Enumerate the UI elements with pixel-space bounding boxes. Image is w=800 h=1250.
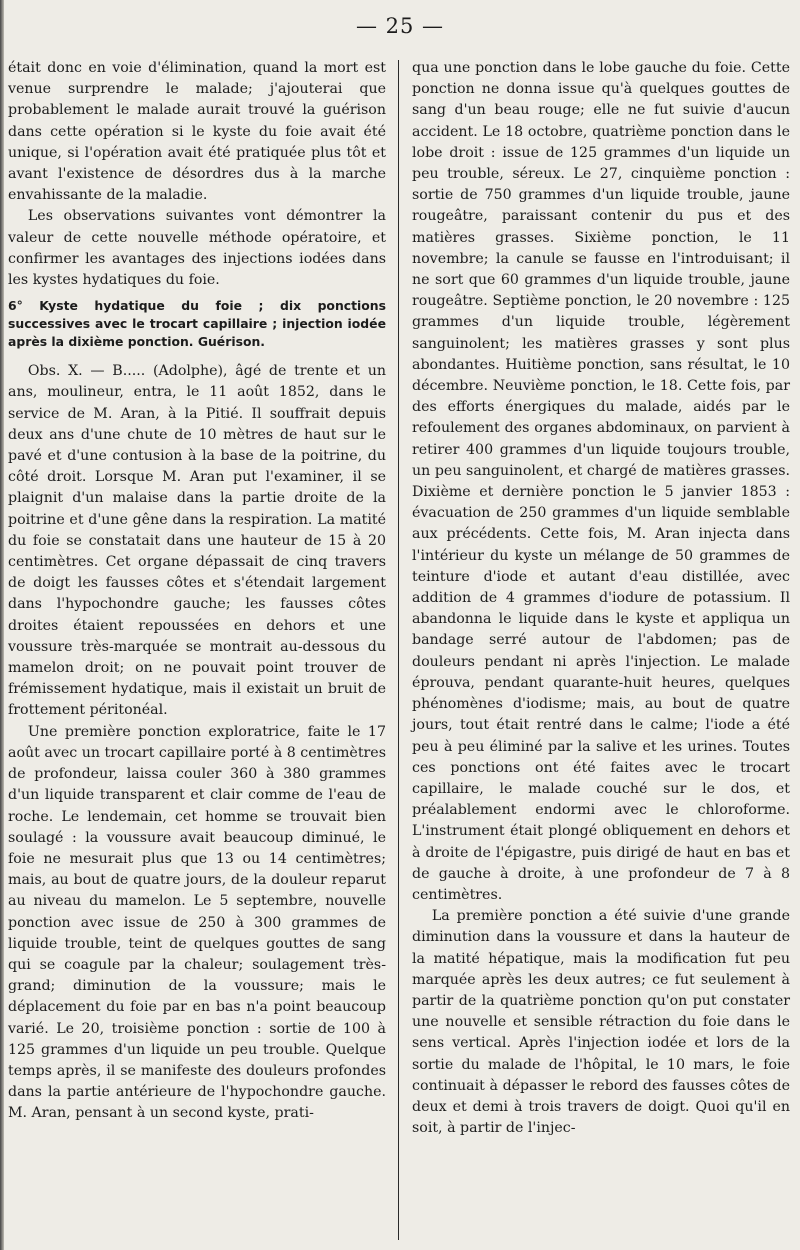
right-paragraph-1: qua une ponction dans le lobe gauche du foie. Cette ponction ne donna issue qu'à quelques gouttes de sang d'un beau rouge; elle ne fut suivie d'aucun accident. Le 18 octobre, quatrième ponction dans le lobe droit : issue de 125 grammes d'un liquide un peu trouble, séreux. Le 27, cinquième ponction : sortie de 750 grammes d'un liquide trouble, jaune rougeâtre, paraissant contenir du pus et des matières grasses. Sixième ponction, le 11 novembre; la canule se fausse en l'introduisant; il ne sort que 60 grammes d'un liquide trouble, jaune rougeâtre. Septième ponction, le 20 novembre : 125 grammes d'un liquide trouble, légèrement sanguinolent; les matières grasses y sont plus abondantes. Huitième ponction, sans résultat, le 10 décembre. Neuvième ponction, le 18. Cette fois, par des efforts énergiques du malade, aidés par le refoulement des organes abdominaux, on parvient à retirer 400 grammes d'un liquide toujours trouble, un peu sanguinolent, et chargé de matières grasses. Dixième et dernière ponction le 5 janvier 1853 : évacuation de 250 grammes d'un liquide semblable aux précédents. Cette fois, M. Aran injecta dans l'intérieur du kyste un mélange de 50 grammes de teinture d'iode et autant d'eau distillée, avec addition de 4 grammes d'iodure de potassium. Il abandonna le liquide dans le kyste et appliqua un bandage serré autour de l'abdomen; pas de douleurs pendant ni après l'injection. Le malade éprouva, pendant quarante-huit heures, quelques phénomènes d'iodisme; mais, au bout de quatre jours, tout était rentré dans le calme; l'iode a été peu à peu éliminé par la salive et les urines. Toutes ces ponctions ont été faites avec le trocart capillaire, le malade couché sur le dos, et préalablement endormi avec le chloroforme. L'instrument était plongé obliquement en dehors et à droite de l'épigastre, puis dirigé de haut en bas et de gauche à droite, à une profondeur de 7 à 8 centimètres. xyxy=(412,60,790,903)
right-column xyxy=(412,58,790,1139)
page-edge-shadow xyxy=(0,0,4,1250)
page-number: — 25 — xyxy=(355,14,445,38)
left-paragraph-1: était donc en voie d'élimination, quand la mort est venue surprendre le malade; j'ajouterai que probablement le malade aurait trouvé la guérison dans cette opération si le kyste du foie avait été unique, si l'opération avait été pratiquée plus tôt et avant l'existence de désordres dus à la marche envahissante de la maladie. xyxy=(8,60,386,204)
observation-x-paragraph: Obs. X. — B..... (Adolphe), âgé de trente et un ans, moulineur, entra, le 11 août 1852, dans le service de M. Aran, à la Pitié. Il souffrait depuis deux ans d'une chute de 10 mètres de haut sur le pavé et d'une contusion à la base de la poitrine, du côté droit. Lorsque M. Aran put l'examiner, il se plaignit d'un malaise dans la partie droite de la poitrine et d'une gêne dans la respiration. La matité du foie se constatait dans une hauteur de 15 à 20 centimètres. Cet organe dépassait de cinq travers de doigt les fausses côtes et s'étendait largement dans l'hypochondre gauche; les fausses côtes droites étaient repoussées en dehors et une voussure très-marquée se montrait au-dessous du mamelon droit; on ne pouvait point trouver de frémissement hydatique, mais il existait un bruit de frottement péritonéal. xyxy=(8,363,386,719)
left-column xyxy=(8,58,386,1125)
right-paragraph-2: La première ponction a été suivie d'une grande diminution dans la voussure et dans la hauteur de la matité hépatique, mais la modification fut peu marquée après les deux autres; ce fut seulement à partir de la quatrième ponction qu'on put constater une nouvelle et sensible rétraction du foie dans le sens vertical. Après l'injection iodée et lors de la sortie du malade de l'hôpital, le 10 mars, le foie continuait à dépasser le rebord des fausses côtes de deux et demi à trois travers de doigt. Quoi qu'il en soit, à partir de l'injec- xyxy=(412,908,790,1137)
left-paragraph-2: Les observations suivantes vont démontrer la valeur de cette nouvelle méthode opératoire, et confirmer les avantages des injections iodées dans les kystes hydatiques du foie. xyxy=(8,208,386,289)
left-paragraph-4: Une première ponction exploratrice, faite le 17 août avec un trocart capillaire porté à 8 centimètres de profondeur, laissa couler 360 à 380 grammes d'un liquide transparent et clair comme de l'eau de roche. Le lendemain, cet homme se trouvait bien soulagé : la voussure avait beaucoup diminué, le foie ne mesurait plus que 13 ou 14 centimètres; mais, au bout de quatre jours, de la douleur reparut au niveau du mamelon. Le 5 septembre, nouvelle ponction avec issue de 250 à 300 grammes de liquide trouble, teint de quelques gouttes de sang qui se coagule par la chaleur; soulagement très-grand; diminution de la voussure; mais le déplacement du foie par en bas n'a point beaucoup varié. Le 20, troisième ponction : sortie de 100 à 125 grammes d'un liquide un peu trouble. Quelque temps après, il se manifeste des douleurs profondes dans la partie antérieure de l'hypochondre gauche. M. Aran, pensant à un second kyste, prati- xyxy=(8,723,386,1122)
section-heading: 6° Kyste hydatique du foie ; dix ponctions successives avec le trocart capillaire ; injection iodée après la dixième ponction. Guérison. xyxy=(8,298,386,350)
column-divider xyxy=(398,60,399,1240)
